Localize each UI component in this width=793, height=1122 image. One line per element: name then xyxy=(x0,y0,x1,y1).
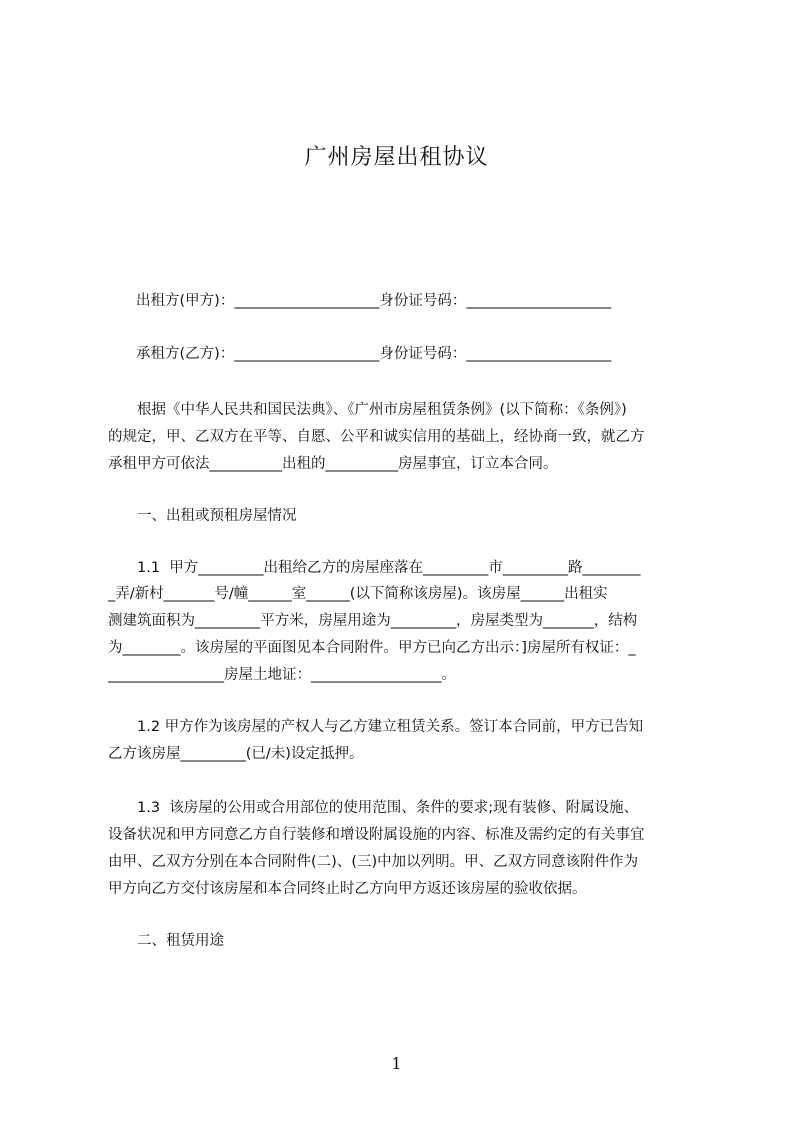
clause-1-1-line-4: 为________。该房屋的平面图见本合同附件。甲方已向乙方出示：]房屋所有权证：_ xyxy=(108,640,636,656)
section2-heading: 二、租赁用途 xyxy=(137,933,224,949)
lessor-line: 出租方(甲方)：____________________身份证号码：____________________ xyxy=(136,293,612,309)
document-title: 广州房屋出租协议 xyxy=(304,145,489,170)
clause-1-1-line-5: ________________房屋土地证：__________________。 xyxy=(108,667,456,683)
clause-1-1-line-1: 1.1 甲方_________出租给乙方的房屋座落在_________市_________路________ xyxy=(137,560,641,576)
clause-1-1-line-3: 测建筑面积为_________平方米，房屋用途为_________，房屋类型为_______，结构 xyxy=(108,613,638,629)
clause-1-1-line-2: _弄/新村_______号/幢______室______(以下简称该房屋)。该房屋______出租实 xyxy=(108,586,608,602)
clause-1-2-line-2: 乙方该房屋_________(已/未)设定抵押。 xyxy=(108,746,364,762)
page-number: 1 xyxy=(391,1054,402,1073)
preamble-line-2: 的规定，甲、乙双方在平等、自愿、公平和诚实信用的基础上，经协商一致，就乙方 xyxy=(108,429,645,445)
clause-1-2-line-1: 1.2 甲方作为该房屋的产权人与乙方建立租赁关系。签订本合同前，甲方已告知 xyxy=(137,719,644,735)
section1-heading: 一、出租或预租房屋情况 xyxy=(137,508,297,524)
preamble-line-3: 承租甲方可依法__________出租的__________房屋事宜，订立本合同。 xyxy=(108,456,558,472)
clause-1-3-line-4: 甲方向乙方交付该房屋和本合同终止时乙方向甲方返还该房屋的验收依据。 xyxy=(108,881,587,897)
clause-1-3-line-2: 设备状况和甲方同意乙方自行装修和增设附属设施的内容、标准及需约定的有关事宜 xyxy=(108,827,645,843)
clause-1-3-line-3: 由甲、乙双方分别在本合同附件(二)、(三)中加以列明。甲、乙双方同意该附件作为 xyxy=(108,854,639,870)
clause-1-3-line-1: 1.3 该房屋的公用或合用部位的使用范围、条件的要求;现有装修、附属设施、 xyxy=(137,800,639,816)
preamble-line-1: 根据《中华人民共和国民法典》、《广州市房屋租赁条例》(以下简称：《条例》) xyxy=(137,402,627,418)
lessee-line: 承租方(乙方)：____________________身份证号码：____________________ xyxy=(136,346,612,362)
